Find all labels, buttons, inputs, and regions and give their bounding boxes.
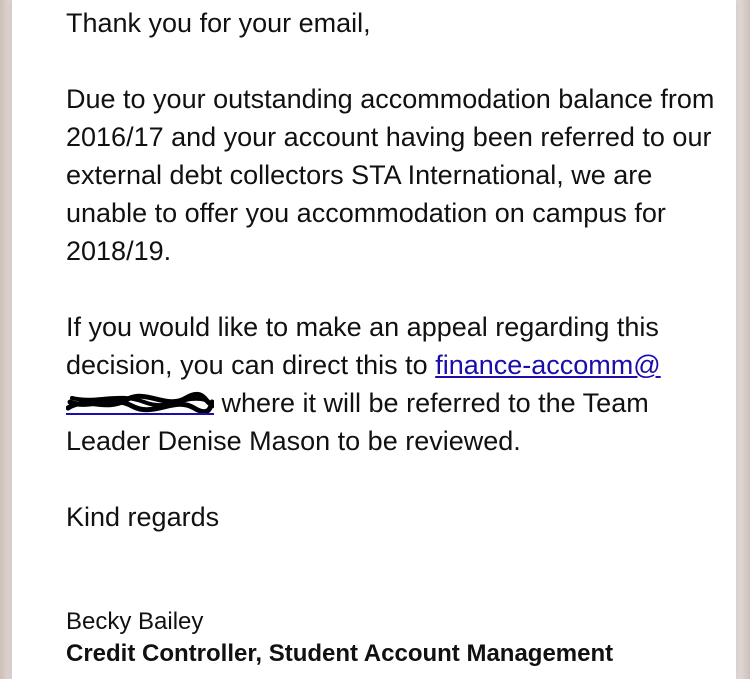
redaction-scribble [66,390,214,416]
signature-role: Credit Controller, Student Account Management [66,640,614,667]
background-edge-right [736,0,750,679]
signature-name: Becky Bailey [66,608,204,635]
email-link-text: finance-accomm@ [435,350,661,380]
email-signature [66,606,726,670]
email-greeting: Thank you for your email, [66,8,371,38]
paragraph-2-before-link: If you would like to make an appeal regarding this decision, you can direct this to [66,312,659,380]
email-paragraph-2 [66,308,716,460]
email-closing: Kind regards [66,502,220,532]
email-body [66,4,716,536]
email-body-sheet [12,0,736,679]
background-edge-left [0,0,12,679]
email-paragraph-1: Due to your outstanding accommodation balance from 2016/17 and your account having been referred to our external debt collectors STA International, we are unable to offer you accommodation on campus for 2018/19. [66,84,715,266]
paragraph-2-after-link: where it will be referred to the Team Leader Denise Mason to be reviewed. [66,388,649,456]
